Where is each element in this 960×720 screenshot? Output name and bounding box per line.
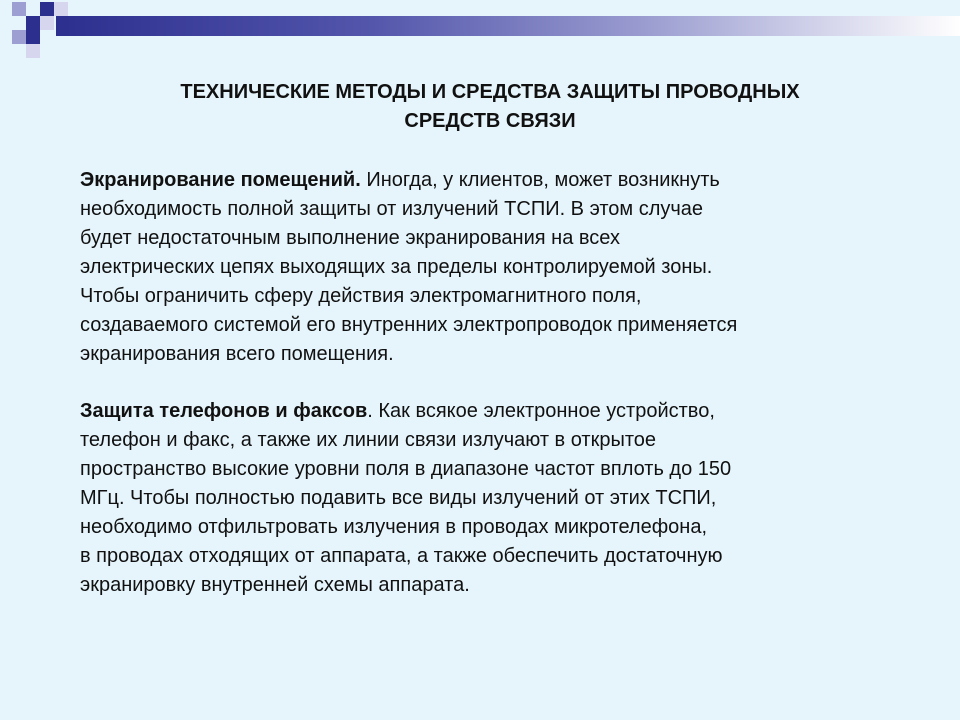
decor-square (12, 30, 26, 44)
slide-title: ТЕХНИЧЕСКИЕ МЕТОДЫ И СРЕДСТВА ЗАЩИТЫ ПРОВОДНЫХ СРЕДСТВ СВЯЗИ (180, 81, 800, 132)
section-shielding-rooms (80, 166, 890, 369)
decor-square (26, 44, 40, 58)
decor-square (12, 2, 26, 16)
decor-square (26, 30, 40, 44)
section-heading: Экранирование помещений. (80, 169, 361, 191)
section-heading: Защита телефонов и факсов (80, 400, 368, 422)
section-body: Иногда, у клиентов, может возникнуть необходимость полной защиты от излучений ТСПИ. В этом случае будет недостаточным выполнение экранирования на всех электрических цепях выходящих за пределы контролируемой зоны. Чтобы ограничить сферу действия электромагнитного поля, создаваемого системой его внутренних электропроводок применяется экранирования всего помещения. (80, 169, 738, 365)
section-body: . Как всякое электронное устройство, телефон и факс, а также их линии связи излучают в открытое пространство высокие уровни поля в диапазоне частот вплоть до 150 МГц. Чтобы полностью подавить все виды излучений от этих ТСПИ, необходимо отфильтровать излучения в проводах микротелефона, в проводах отходящих от аппарата, а также обеспечить достаточную экранировку внутренней схемы аппарата. (80, 400, 732, 596)
decor-square (26, 16, 40, 30)
decor-square (40, 2, 54, 16)
header-gradient-band (56, 16, 960, 36)
section-phone-fax-protection (80, 397, 890, 600)
decor-square (54, 2, 68, 16)
decor-square (40, 16, 54, 30)
